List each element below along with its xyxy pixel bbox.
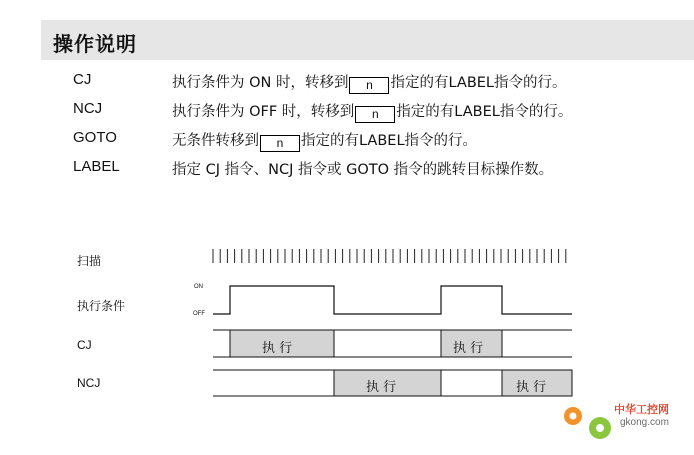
cmd-label: LABEL bbox=[73, 158, 120, 175]
scan-label: 扫描 bbox=[77, 254, 102, 268]
desc-ncj-post: 指定的有LABEL指令的行。 bbox=[396, 104, 573, 120]
operand-box: n bbox=[355, 106, 395, 123]
cmd-cj: CJ bbox=[73, 71, 92, 88]
desc-cj-post: 指定的有LABEL指令的行。 bbox=[390, 75, 567, 91]
operand-box: n bbox=[349, 77, 389, 94]
ncj-signal-label: NCJ bbox=[77, 376, 101, 390]
ncj-exec-text: 执 行 bbox=[366, 380, 397, 395]
cmd-ncj: NCJ bbox=[73, 100, 103, 117]
ncj-exec-text: 执 行 bbox=[516, 380, 547, 395]
gear-icon bbox=[564, 407, 582, 425]
on-label: ON bbox=[194, 284, 203, 290]
off-label: OFF bbox=[193, 311, 205, 317]
cj-signal-label: CJ bbox=[77, 338, 92, 352]
cmd-goto: GOTO bbox=[73, 129, 117, 146]
desc-label: 指定 CJ 指令、NCJ 指令或 GOTO 指令的跳转目标操作数。 bbox=[172, 162, 554, 178]
desc-goto-post: 指定的有LABEL指令的行。 bbox=[301, 133, 478, 149]
desc-goto-pre: 无条件转移到 bbox=[172, 133, 259, 149]
condition-waveform bbox=[213, 286, 572, 314]
operand-box: n bbox=[260, 135, 300, 152]
cj-exec-text: 执 行 bbox=[453, 341, 484, 356]
condition-label: 执行条件 bbox=[77, 299, 126, 313]
cj-exec-text: 执 行 bbox=[262, 341, 293, 356]
gear-icon bbox=[589, 417, 611, 439]
scan-ticks bbox=[213, 249, 566, 263]
watermark-cn: 中华工控网 bbox=[614, 403, 669, 416]
desc-cj-pre: 执行条件为 ON 时，转移到 bbox=[172, 75, 349, 91]
page-title: 操作说明 bbox=[53, 32, 137, 56]
watermark-en: gkong.com bbox=[620, 417, 669, 428]
desc-ncj-pre: 执行条件为 OFF 时，转移到 bbox=[172, 104, 355, 120]
